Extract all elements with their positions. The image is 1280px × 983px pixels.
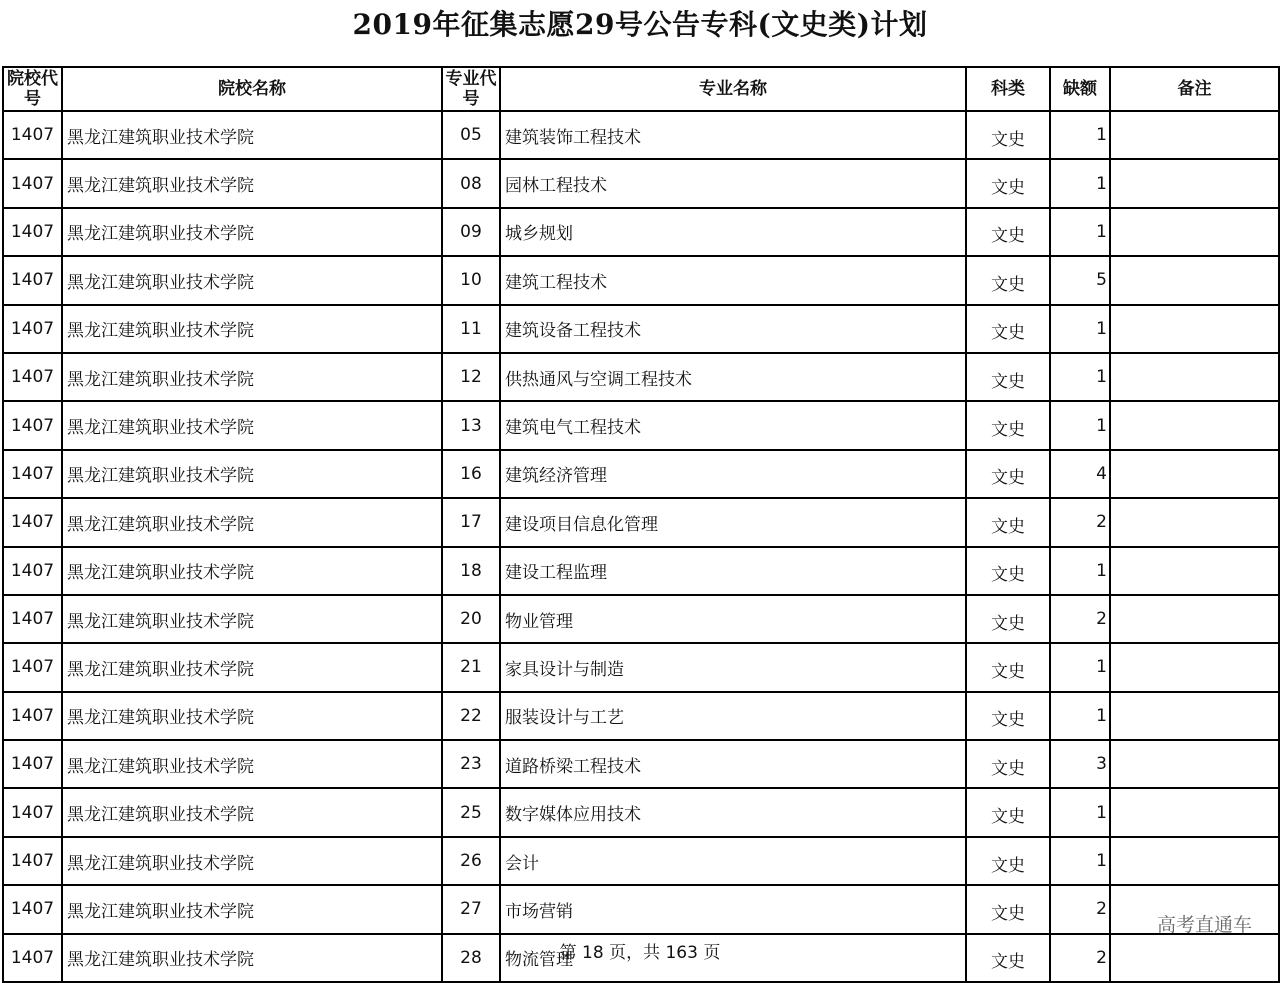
cell-note xyxy=(1110,305,1279,353)
header-school-name: 院校名称 xyxy=(62,67,442,111)
cell-school-code: 1407 xyxy=(3,450,62,498)
table-row xyxy=(3,401,1279,449)
cell-note xyxy=(1110,401,1279,449)
cell-major-code: 18 xyxy=(442,547,500,595)
cell-major-code: 20 xyxy=(442,595,500,643)
cell-category: 文史 xyxy=(966,595,1050,643)
cell-school-name: 黑龙江建筑职业技术学院 xyxy=(62,788,442,836)
cell-quota: 1 xyxy=(1050,692,1110,740)
cell-category: 文史 xyxy=(966,934,1050,982)
cell-quota: 5 xyxy=(1050,256,1110,304)
cell-major-name: 建设项目信息化管理 xyxy=(500,498,966,546)
cell-major-code: 12 xyxy=(442,353,500,401)
cell-category: 文史 xyxy=(966,692,1050,740)
cell-major-name: 物业管理 xyxy=(500,595,966,643)
cell-school-code: 1407 xyxy=(3,934,62,982)
cell-category: 文史 xyxy=(966,740,1050,788)
cell-major-code: 08 xyxy=(442,159,500,207)
cell-category: 文史 xyxy=(966,450,1050,498)
cell-quota: 2 xyxy=(1050,595,1110,643)
cell-quota: 1 xyxy=(1050,837,1110,885)
cell-major-code: 22 xyxy=(442,692,500,740)
cell-major-name: 服装设计与工艺 xyxy=(500,692,966,740)
cell-major-name: 城乡规划 xyxy=(500,208,966,256)
cell-major-code: 28 xyxy=(442,934,500,982)
cell-school-name: 黑龙江建筑职业技术学院 xyxy=(62,305,442,353)
header-school-code: 院校代号 xyxy=(3,67,62,111)
cell-major-code: 05 xyxy=(442,111,500,159)
cell-note xyxy=(1110,692,1279,740)
cell-school-code: 1407 xyxy=(3,401,62,449)
cell-note xyxy=(1110,159,1279,207)
cell-major-name: 建筑工程技术 xyxy=(500,256,966,304)
header-major-name: 专业名称 xyxy=(500,67,966,111)
cell-school-code: 1407 xyxy=(3,305,62,353)
page-footer: 第 18 页，共 163 页 xyxy=(559,943,721,963)
header-quota: 缺额 xyxy=(1050,67,1110,111)
cell-school-name: 黑龙江建筑职业技术学院 xyxy=(62,595,442,643)
header-major-code: 专业代号 xyxy=(442,67,500,111)
cell-school-name: 黑龙江建筑职业技术学院 xyxy=(62,353,442,401)
cell-school-name: 黑龙江建筑职业技术学院 xyxy=(62,692,442,740)
cell-category: 文史 xyxy=(966,885,1050,933)
cell-school-code: 1407 xyxy=(3,643,62,691)
cell-category: 文史 xyxy=(966,643,1050,691)
cell-category: 文史 xyxy=(966,401,1050,449)
cell-school-code: 1407 xyxy=(3,885,62,933)
cell-category: 文史 xyxy=(966,256,1050,304)
cell-major-name: 建筑经济管理 xyxy=(500,450,966,498)
cell-major-name: 市场营销 xyxy=(500,885,966,933)
cell-note xyxy=(1110,498,1279,546)
table-row xyxy=(3,837,1279,885)
cell-category: 文史 xyxy=(966,788,1050,836)
cell-major-name: 道路桥梁工程技术 xyxy=(500,740,966,788)
cell-major-code: 11 xyxy=(442,305,500,353)
cell-major-name: 会计 xyxy=(500,837,966,885)
cell-note xyxy=(1110,643,1279,691)
cell-school-name: 黑龙江建筑职业技术学院 xyxy=(62,498,442,546)
watermark: 高考直通车 xyxy=(1156,914,1252,936)
cell-major-code: 17 xyxy=(442,498,500,546)
cell-note xyxy=(1110,353,1279,401)
cell-note xyxy=(1110,450,1279,498)
cell-school-name: 黑龙江建筑职业技术学院 xyxy=(62,111,442,159)
cell-school-code: 1407 xyxy=(3,353,62,401)
table-header-row xyxy=(3,67,1279,111)
cell-school-name: 黑龙江建筑职业技术学院 xyxy=(62,159,442,207)
cell-major-code: 23 xyxy=(442,740,500,788)
page-title: 2019年征集志愿29号公告专科(文史类)计划 xyxy=(352,8,928,41)
cell-quota: 4 xyxy=(1050,450,1110,498)
cell-major-name: 家具设计与制造 xyxy=(500,643,966,691)
cell-category: 文史 xyxy=(966,111,1050,159)
cell-major-code: 25 xyxy=(442,788,500,836)
cell-school-code: 1407 xyxy=(3,111,62,159)
table-row xyxy=(3,208,1279,256)
cell-school-name: 黑龙江建筑职业技术学院 xyxy=(62,208,442,256)
cell-major-name: 数字媒体应用技术 xyxy=(500,788,966,836)
cell-major-code: 13 xyxy=(442,401,500,449)
table-row xyxy=(3,885,1279,933)
cell-school-code: 1407 xyxy=(3,692,62,740)
cell-major-name: 物流管理 xyxy=(500,934,966,982)
cell-category: 文史 xyxy=(966,498,1050,546)
cell-major-code: 16 xyxy=(442,450,500,498)
cell-school-name: 黑龙江建筑职业技术学院 xyxy=(62,450,442,498)
cell-quota: 1 xyxy=(1050,353,1110,401)
cell-school-code: 1407 xyxy=(3,256,62,304)
table-row xyxy=(3,498,1279,546)
cell-quota: 1 xyxy=(1050,788,1110,836)
header-note: 备注 xyxy=(1110,67,1279,111)
cell-major-code: 21 xyxy=(442,643,500,691)
cell-school-code: 1407 xyxy=(3,498,62,546)
cell-school-name: 黑龙江建筑职业技术学院 xyxy=(62,547,442,595)
cell-note xyxy=(1110,788,1279,836)
cell-quota: 1 xyxy=(1050,305,1110,353)
cell-quota: 1 xyxy=(1050,547,1110,595)
cell-quota: 1 xyxy=(1050,401,1110,449)
cell-category: 文史 xyxy=(966,305,1050,353)
cell-quota: 2 xyxy=(1050,934,1110,982)
table-row xyxy=(3,256,1279,304)
cell-category: 文史 xyxy=(966,837,1050,885)
plan-table xyxy=(2,66,1280,983)
cell-note xyxy=(1110,740,1279,788)
cell-school-code: 1407 xyxy=(3,788,62,836)
cell-note xyxy=(1110,837,1279,885)
cell-major-code: 09 xyxy=(442,208,500,256)
cell-school-code: 1407 xyxy=(3,595,62,643)
table-row xyxy=(3,643,1279,691)
table-row xyxy=(3,450,1279,498)
cell-note xyxy=(1110,111,1279,159)
cell-quota: 2 xyxy=(1050,885,1110,933)
table-row xyxy=(3,788,1279,836)
cell-note xyxy=(1110,547,1279,595)
cell-school-name: 黑龙江建筑职业技术学院 xyxy=(62,643,442,691)
table-row xyxy=(3,547,1279,595)
table-row xyxy=(3,595,1279,643)
cell-category: 文史 xyxy=(966,353,1050,401)
header-category: 科类 xyxy=(966,67,1050,111)
table-row xyxy=(3,111,1279,159)
cell-school-code: 1407 xyxy=(3,547,62,595)
cell-school-name: 黑龙江建筑职业技术学院 xyxy=(62,837,442,885)
cell-category: 文史 xyxy=(966,547,1050,595)
cell-quota: 1 xyxy=(1050,208,1110,256)
cell-major-name: 园林工程技术 xyxy=(500,159,966,207)
cell-category: 文史 xyxy=(966,159,1050,207)
table-row xyxy=(3,692,1279,740)
cell-major-name: 供热通风与空调工程技术 xyxy=(500,353,966,401)
cell-note xyxy=(1110,595,1279,643)
table-row xyxy=(3,740,1279,788)
cell-note xyxy=(1110,208,1279,256)
cell-quota: 3 xyxy=(1050,740,1110,788)
cell-school-name: 黑龙江建筑职业技术学院 xyxy=(62,740,442,788)
cell-major-code: 26 xyxy=(442,837,500,885)
cell-school-code: 1407 xyxy=(3,159,62,207)
table-row xyxy=(3,353,1279,401)
cell-category: 文史 xyxy=(966,208,1050,256)
cell-school-name: 黑龙江建筑职业技术学院 xyxy=(62,401,442,449)
cell-school-name: 黑龙江建筑职业技术学院 xyxy=(62,934,442,982)
cell-major-name: 建筑电气工程技术 xyxy=(500,401,966,449)
cell-school-name: 黑龙江建筑职业技术学院 xyxy=(62,256,442,304)
cell-major-name: 建设工程监理 xyxy=(500,547,966,595)
cell-school-name: 黑龙江建筑职业技术学院 xyxy=(62,885,442,933)
cell-school-code: 1407 xyxy=(3,837,62,885)
table-row xyxy=(3,159,1279,207)
cell-school-code: 1407 xyxy=(3,740,62,788)
table-row xyxy=(3,305,1279,353)
cell-major-name: 建筑设备工程技术 xyxy=(500,305,966,353)
cell-quota: 1 xyxy=(1050,111,1110,159)
cell-major-code: 10 xyxy=(442,256,500,304)
cell-quota: 1 xyxy=(1050,643,1110,691)
cell-school-code: 1407 xyxy=(3,208,62,256)
cell-quota: 2 xyxy=(1050,498,1110,546)
cell-major-name: 建筑装饰工程技术 xyxy=(500,111,966,159)
cell-quota: 1 xyxy=(1050,159,1110,207)
cell-major-code: 27 xyxy=(442,885,500,933)
cell-note xyxy=(1110,256,1279,304)
